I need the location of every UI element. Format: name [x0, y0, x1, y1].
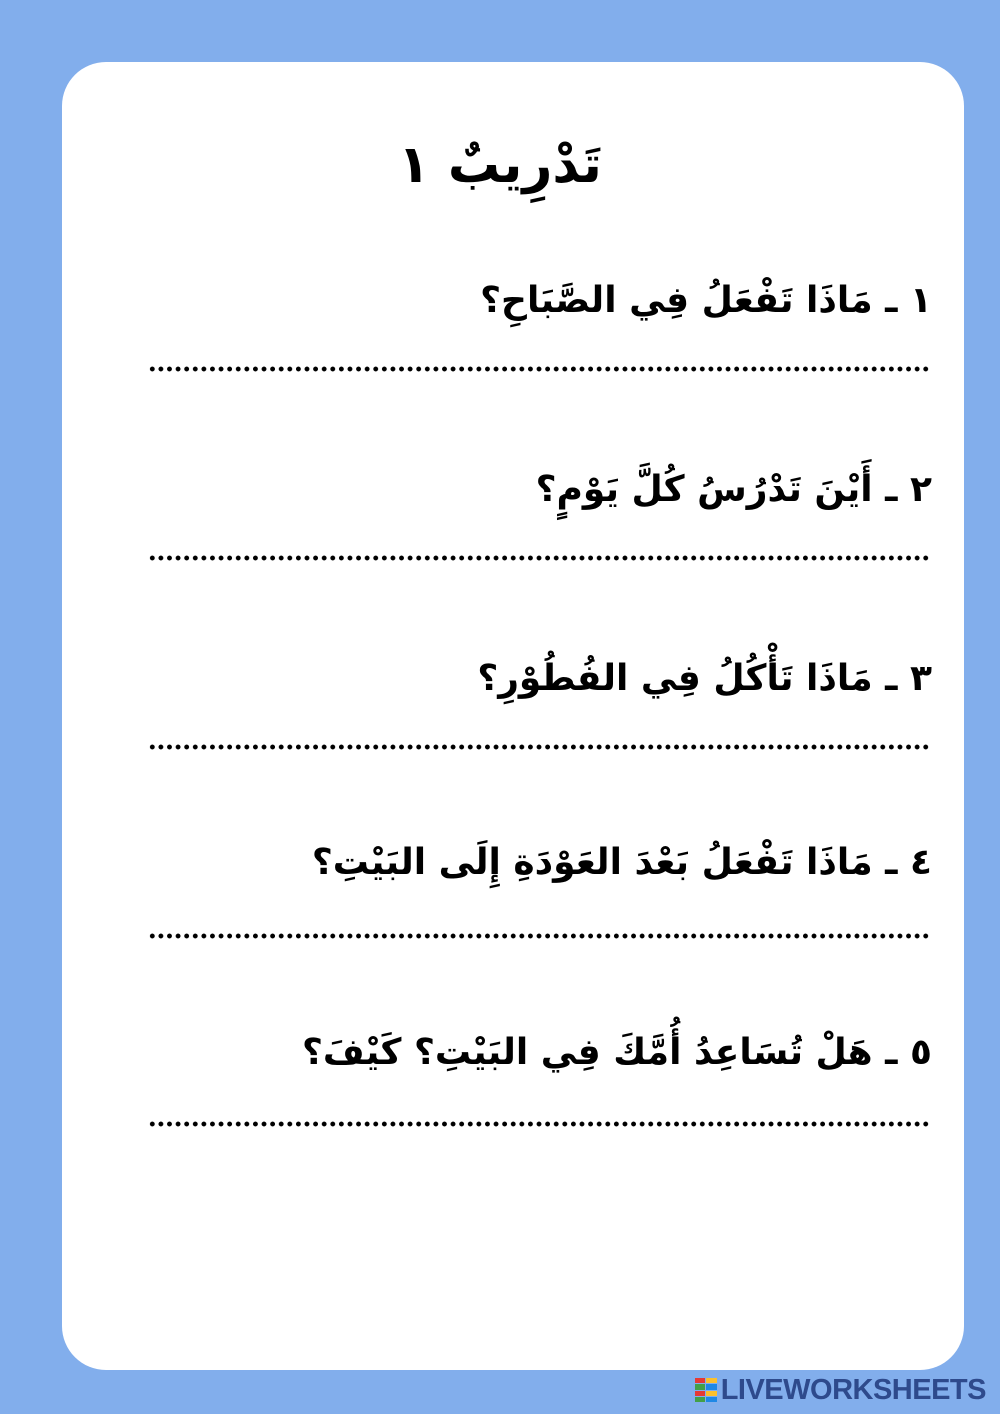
worksheet-title: تَدْرِيبٌ ١ — [398, 135, 602, 195]
liveworksheets-brand — [695, 1374, 986, 1406]
answer-line-4[interactable] — [148, 933, 931, 939]
question-1: ١ ـ مَاذَا تَفْعَلُ فِي الصَّبَاحِ؟ — [480, 280, 932, 321]
answer-input-4[interactable] — [148, 897, 935, 939]
logo-cell-red — [695, 1378, 706, 1383]
answer-input-2[interactable] — [148, 519, 935, 561]
answer-line-5[interactable] — [148, 1121, 931, 1127]
question-2: ٢ ـ أَيْنَ تَدْرُسُ كُلَّ يَوْمٍ؟ — [535, 469, 932, 510]
answer-input-3[interactable] — [148, 708, 935, 750]
logo-cell-blue-2 — [706, 1397, 717, 1402]
answer-input-5[interactable] — [148, 1085, 935, 1127]
answer-input-1[interactable] — [148, 330, 935, 372]
liveworksheets-logo-icon — [695, 1378, 717, 1402]
answer-line-3[interactable] — [148, 744, 931, 750]
liveworksheets-wordmark: LIVEWORKSHEETS — [720, 1373, 986, 1406]
logo-cell-yellow — [706, 1378, 717, 1383]
answer-line-1[interactable] — [148, 366, 931, 372]
logo-cell-green-2 — [695, 1397, 706, 1402]
logo-cell-red-2 — [695, 1391, 706, 1396]
logo-cell-green — [695, 1384, 706, 1389]
question-5: ٥ ـ هَلْ تُسَاعِدُ أُمَّكَ فِي البَيْتِ؟ كَيْفَ؟ — [302, 1032, 932, 1073]
question-3: ٣ ـ مَاذَا تَأْكُلُ فِي الفُطُوْرِ؟ — [477, 658, 932, 699]
question-4: ٤ ـ مَاذَا تَفْعَلُ بَعْدَ العَوْدَةِ إِلَى البَيْتِ؟ — [311, 842, 932, 883]
logo-cell-blue — [706, 1384, 717, 1389]
logo-cell-yellow-2 — [706, 1391, 717, 1396]
answer-line-2[interactable] — [148, 555, 931, 561]
